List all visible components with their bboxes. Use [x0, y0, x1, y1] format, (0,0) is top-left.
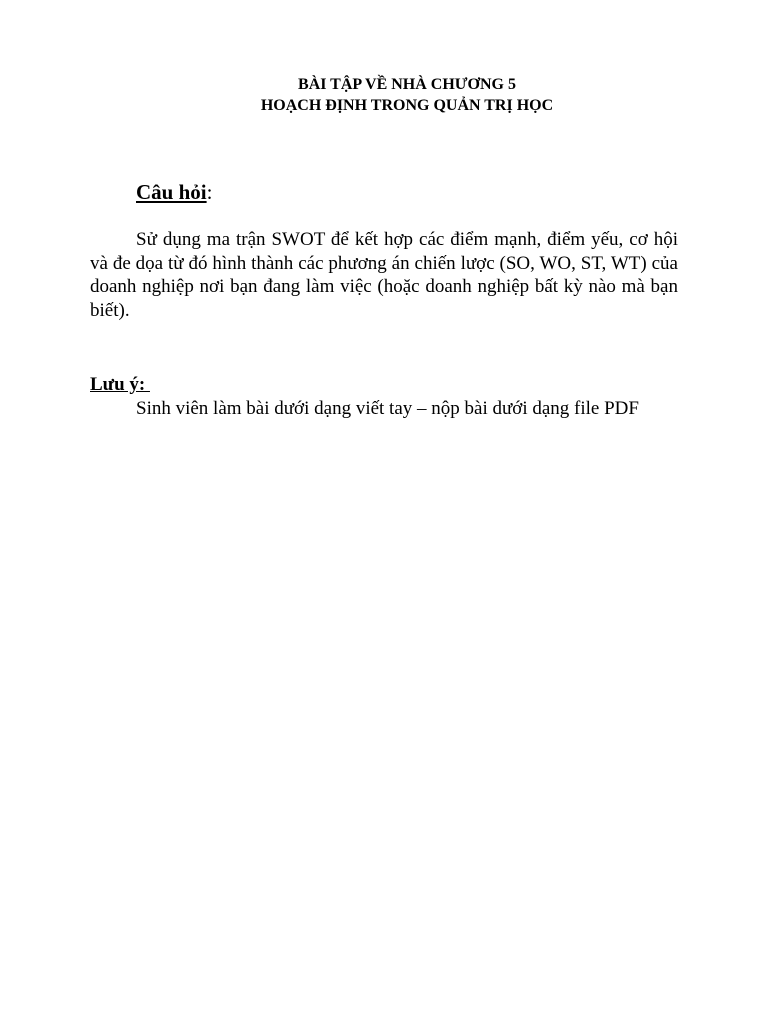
question-body: Sử dụng ma trận SWOT để kết hợp các điểm mạnh, điểm yếu, cơ hội và đe dọa từ đó hình thành các phương án chiến lược (SO, WO, ST, WT) của doanh nghiệp nơi bạn đang làm việc (hoặc doanh nghiệp bất kỳ nào mà bạn biết).: [90, 229, 678, 321]
question-heading-label: Câu hỏi: [136, 180, 207, 204]
document-title: [0, 74, 768, 116]
note-body: Sinh viên làm bài dưới dạng viết tay – nộp bài dưới dạng file PDF: [136, 398, 639, 419]
note-heading: Lưu ý:: [90, 374, 150, 395]
title-line-1: BÀI TẬP VỀ NHÀ CHƯƠNG 5: [298, 76, 516, 93]
question-heading-colon: :: [206, 180, 213, 204]
title-line-2: HOẠCH ĐỊNH TRONG QUẢN TRỊ HỌC: [260, 97, 554, 114]
question-heading: [136, 178, 212, 206]
